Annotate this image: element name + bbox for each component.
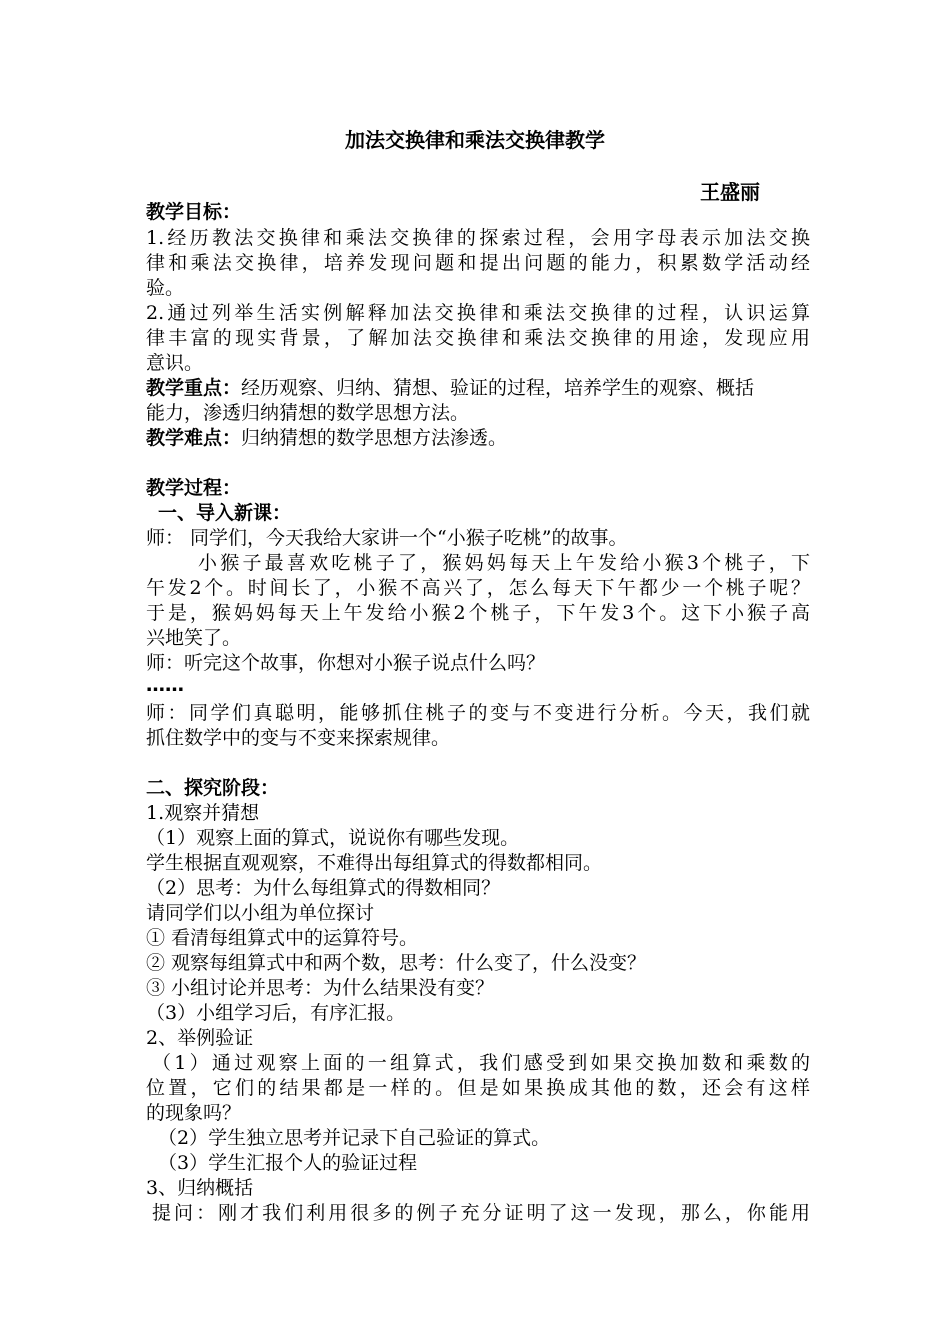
section-2-line-10: 2、举例验证 [146, 1027, 254, 1049]
section-2-line-9: （3）小组学习后，有序汇报。 [146, 1002, 406, 1024]
section-2-line-3: 学生根据直观观察，不难得出每组算式的得数都相同。 [146, 852, 603, 874]
section-1-ellipsis: …… [146, 674, 184, 696]
section-1-line-9: 抓住数学中的变与不变来探索规律。 [146, 727, 451, 749]
objective-1-line-2: 律和乘法交换律，培养发现问题和提出问题的能力，积累数学活动经 [146, 252, 810, 274]
objectives-heading: 教学目标： [146, 201, 242, 223]
section-1-heading: 一、导入新课： [158, 502, 292, 524]
section-2-line-5: 请同学们以小组为单位探讨 [146, 902, 375, 924]
key-points-line-2: 能力，渗透归纳猜想的数学思想方法。 [146, 402, 470, 424]
section-2-line-12: 位置，它们的结果都是一样的。但是如果换成其他的数，还会有这样 [146, 1077, 810, 1099]
section-2-line-16: 3、归纳概括 [146, 1177, 254, 1199]
section-2-line-7: ② 观察每组算式中和两个数，思考：什么变了，什么没变？ [146, 952, 647, 974]
section-2-line-4: （2）思考：为什么每组算式的得数相同？ [146, 877, 501, 899]
key-points-line-1 [146, 376, 810, 401]
author-name: 王盛丽 [700, 180, 760, 204]
section-2-line-17: 提问：刚才我们利用很多的例子充分证明了这一发现，那么，你能用 [152, 1202, 810, 1224]
section-2-line-8: ③ 小组讨论并思考：为什么结果没有变？ [146, 977, 495, 999]
section-2-line-11: （1）通过观察上面的一组算式，我们感受到如果交换加数和乘数的 [152, 1052, 810, 1074]
section-1-line-8: 师：同学们真聪明，能够抓住桃子的变与不变进行分析。今天，我们就 [146, 702, 810, 724]
section-2-line-6: ① 看清每组算式中的运算符号。 [146, 927, 419, 949]
section-2-heading: 二、探究阶段： [146, 777, 280, 799]
document-title: 加法交换律和乘法交换律教学 [345, 128, 605, 152]
section-1-line-3: 午发2个。时间长了，小猴不高兴了，怎么每天下午都少一个桃子呢？ [146, 577, 810, 599]
objective-1-line-1: 1.经历教法交换律和乘法交换律的探索过程，会用字母表示加法交换 [146, 227, 810, 249]
difficulty-line [146, 426, 810, 451]
objective-2-line-3: 意识。 [146, 352, 204, 374]
difficulty-label: 教学难点： [146, 427, 242, 449]
section-1-line-6: 师：听完这个故事，你想对小猴子说点什么吗？ [146, 652, 546, 674]
objective-2-line-2: 律丰富的现实背景，了解加法交换律和乘法交换律的用途，发现应用 [146, 327, 810, 349]
section-2-line-13: 的现象吗？ [146, 1102, 242, 1124]
key-points-text-1: 经历观察、归纳、猜想、验证的过程，培养学生的观察、概括 [241, 377, 755, 399]
key-points-label: 教学重点： [146, 377, 242, 399]
section-2-line-15: （3）学生汇报个人的验证过程 [158, 1152, 418, 1174]
section-1-line-5: 兴地笑了。 [146, 627, 242, 649]
section-1-line-1: 师： 同学们，今天我给大家讲一个“小猴子吃桃”的故事。 [146, 527, 628, 549]
section-2-line-1: 1.观察并猜想 [146, 802, 260, 824]
section-1-line-4: 于是，猴妈妈每天上午发给小猴2个桃子，下午发3个。这下小猴子高 [146, 602, 810, 624]
objective-2-line-1: 2.通过列举生活实例解释加法交换律和乘法交换律的过程，认识运算 [146, 302, 810, 324]
section-2-line-14: （2）学生独立思考并记录下自己验证的算式。 [158, 1127, 551, 1149]
objective-1-line-3: 验。 [146, 277, 185, 299]
section-2-line-2: （1）观察上面的算式，说说你有哪些发现。 [146, 827, 520, 849]
process-heading: 教学过程： [146, 477, 242, 499]
section-1-line-2: 小猴子最喜欢吃桃子了，猴妈妈每天上午发给小猴3个桃子，下 [198, 552, 810, 574]
difficulty-text: 归纳猜想的数学思想方法渗透。 [241, 427, 508, 449]
